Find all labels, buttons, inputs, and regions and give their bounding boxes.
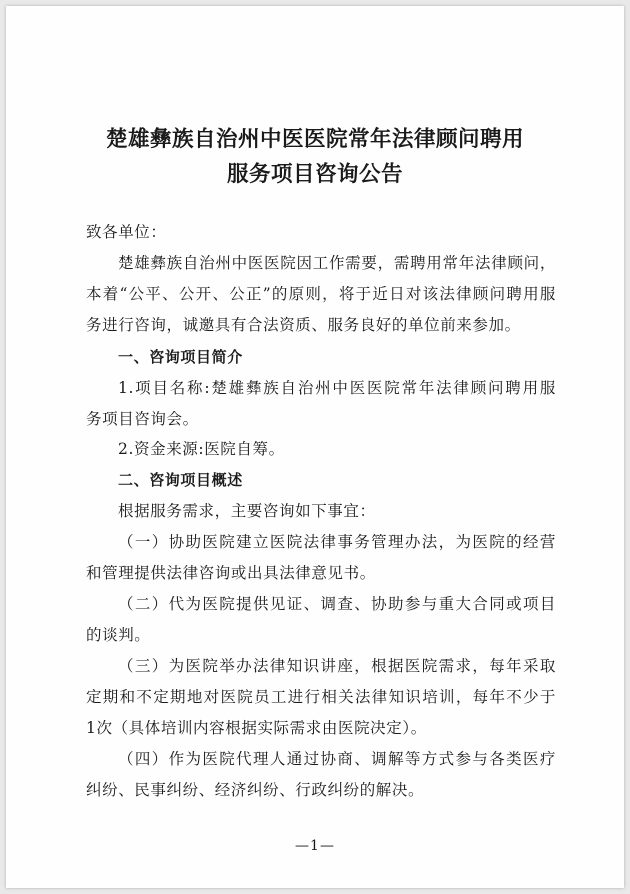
document-page xyxy=(6,6,624,888)
point-4-line-2: 纠纷、民事纠纷、经济纠纷、行政纠纷的解决。 xyxy=(86,781,425,799)
point-2-line-2: 的谈判。 xyxy=(86,626,151,644)
point-1-line-2: 和管理提供法律咨询或出具法律意见书。 xyxy=(86,564,376,582)
point-3-line-1: （三）为医院举办法律知识讲座，根据医院需求，每年采取 xyxy=(118,657,556,675)
document-title-line-2: 服务项目咨询公告 xyxy=(226,162,403,187)
section-2-heading: 二、咨询项目概述 xyxy=(118,471,243,489)
intro-line-2: 本着“公平、公开、公正”的原则，将于近日对该法律顾问聘用服 xyxy=(86,285,556,303)
item-1-line-2: 务项目咨询会。 xyxy=(86,410,199,428)
document-title-line-1: 楚雄彝族自治州中医医院常年法律顾问聘用 xyxy=(105,127,524,152)
item-2: 2.资金来源:医院自筹。 xyxy=(118,440,285,458)
section-2-intro: 根据服务需求，主要咨询如下事宜： xyxy=(118,502,376,520)
point-2-line-1: （二）代为医院提供见证、调查、协助参与重大合同或项目 xyxy=(118,595,556,613)
item-1-line-1: 1.项目名称:楚雄彝族自治州中医医院常年法律顾问聘用服 xyxy=(118,379,556,397)
point-3-line-3: 1次（具体培训内容根据实际需求由医院决定）。 xyxy=(86,719,427,737)
point-4-line-1: （四）作为医院代理人通过协商、调解等方式参与各类医疗 xyxy=(118,750,556,768)
point-1-line-1: （一）协助医院建立医院法律事务管理办法，为医院的经营 xyxy=(118,533,556,551)
page-number: —1— xyxy=(295,838,335,854)
section-1-heading: 一、咨询项目简介 xyxy=(118,348,243,366)
intro-line-1: 楚雄彝族自治州中医医院因工作需要，需聘用常年法律顾问， xyxy=(118,254,556,272)
intro-line-3: 务进行咨询，诚邀具有合法资质、服务良好的单位前来参加。 xyxy=(86,316,521,334)
point-3-line-2: 定期和不定期地对医院员工进行相关法律知识培训，每年不少于 xyxy=(86,688,556,706)
salutation: 致各单位： xyxy=(86,223,167,241)
